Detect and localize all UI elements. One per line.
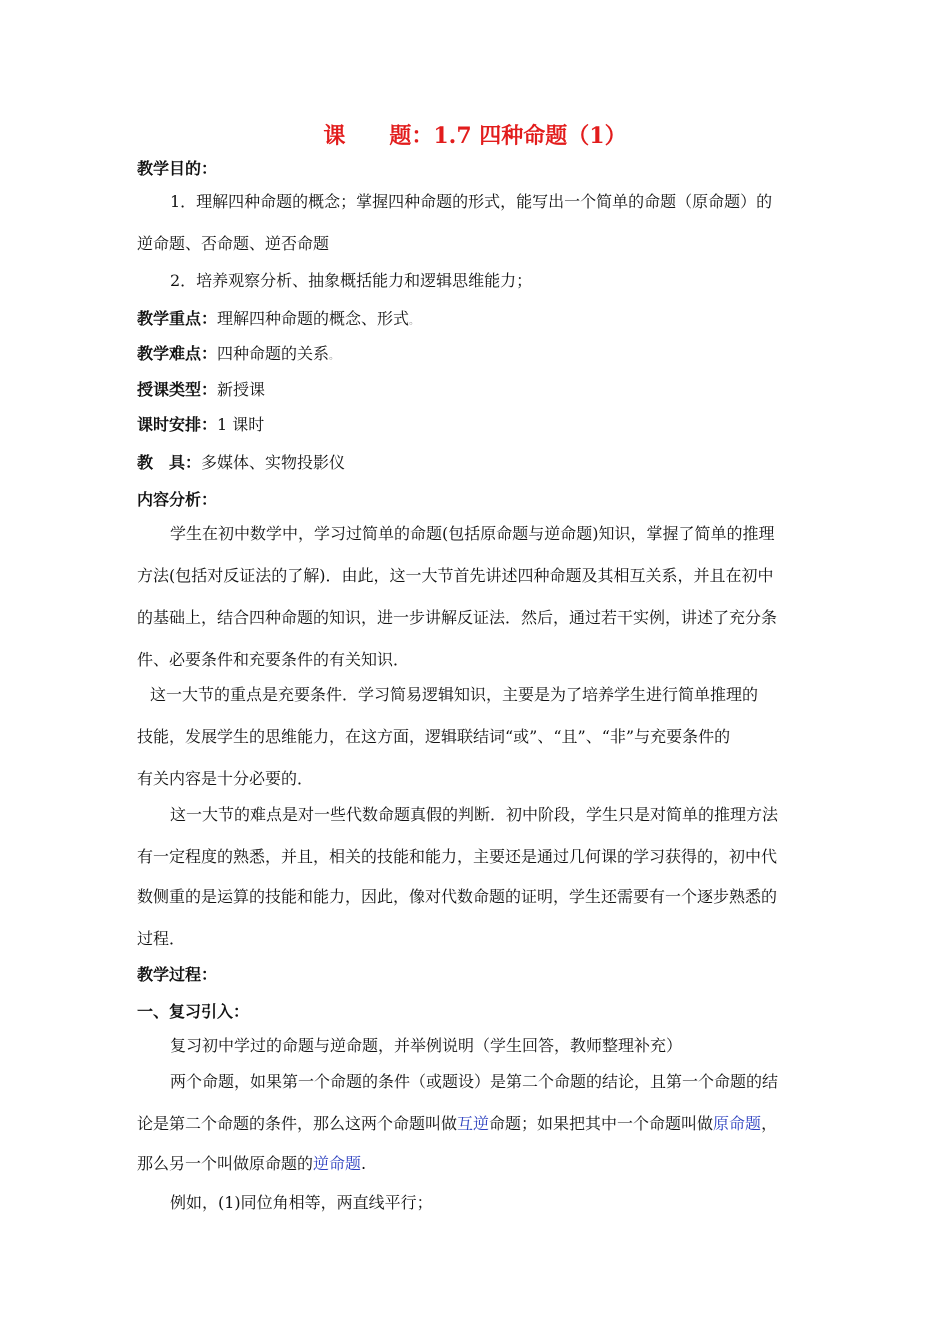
analysis-p2-line-3: 有关内容是十分必要的． (137, 769, 314, 788)
analysis-p2-line-2: 技能，发展学生的思维能力，在这方面，逻辑联结词“或”、“且”、“非”与充要条件的 (137, 727, 731, 746)
tools-row: 教 具：多媒体、实物投影仪 (137, 453, 346, 472)
definition-line-3: 那么另一个叫做原命题的逆命题. (137, 1154, 367, 1173)
analysis-p3-line-3: 数侧重的是运算的技能和能力，因此，像对代数命题的证明，学生还需要有一个逐步熟悉的 (137, 887, 778, 906)
review-line: 复习初中学过的命题与逆命题，并举例说明（学生回答，教师整理补充） (170, 1036, 683, 1055)
analysis-p3-line-4: 过程． (137, 929, 186, 948)
objective-2: 2．培养观察分析、抽象概括能力和逻辑思维能力； (170, 271, 533, 290)
objective-1-line-2: 逆命题、否命题、逆否命题 (137, 234, 330, 253)
term-mutually-inverse: 互逆 (457, 1114, 490, 1133)
analysis-p3-line-2: 有一定程度的熟悉，并且，相关的技能和能力，主要还是通过几何课的学习获得的，初中代 (137, 847, 778, 866)
section-review-heading: 一、复习引入： (137, 1002, 250, 1021)
term-original-proposition: 原命题 (713, 1114, 762, 1133)
process-heading: 教学过程： (137, 965, 218, 984)
difficulty-row: 教学难点：四种命题的关系。 (137, 344, 340, 363)
schedule-row: 课时安排：1 课时 (137, 415, 265, 434)
lesson-type-row: 授课类型：新授课 (137, 380, 266, 399)
analysis-heading: 内容分析： (137, 490, 218, 509)
analysis-p1-line-3: 的基础上，结合四种命题的知识，进一步讲解反证法．然后，通过若干实例，讲述了充分条 (137, 608, 778, 627)
definition-line-2: 论是第二个命题的条件，那么这两个命题叫做互逆命题；如果把其中一个命题叫做原命题， (137, 1114, 778, 1133)
example-line: 例如，(1)同位角相等，两直线平行； (170, 1193, 433, 1212)
page-title: 课 题：1.7 四种命题（1） (323, 123, 627, 149)
key-point-row: 教学重点：理解四种命题的概念、形式。 (137, 309, 420, 328)
analysis-p2-line-1: 这一大节的重点是充要条件．学习简易逻辑知识，主要是为了培养学生进行简单推理的 (150, 685, 759, 704)
definition-line-1: 两个命题，如果第一个命题的条件（或题设）是第二个命题的结论，且第一个命题的结 (170, 1072, 779, 1091)
analysis-p1-line-1: 学生在初中数学中，学习过简单的命题(包括原命题与逆命题)知识，掌握了简单的推理 (170, 524, 775, 543)
analysis-p1-line-4: 件、必要条件和充要条件的有关知识． (137, 650, 410, 669)
objectives-heading: 教学目的： (137, 159, 218, 178)
analysis-p1-line-2: 方法(包括对反证法的了解)．由此，这一大节首先讲述四种命题及其相互关系，并且在初中 (137, 566, 774, 585)
objective-1-line-1: 1．理解四种命题的概念；掌握四种命题的形式，能写出一个简单的命题（原命题）的 (170, 192, 773, 211)
analysis-p3-line-1: 这一大节的难点是对一些代数命题真假的判断．初中阶段，学生只是对简单的推理方法 (170, 805, 779, 824)
term-converse-proposition: 逆命题 (313, 1154, 362, 1173)
